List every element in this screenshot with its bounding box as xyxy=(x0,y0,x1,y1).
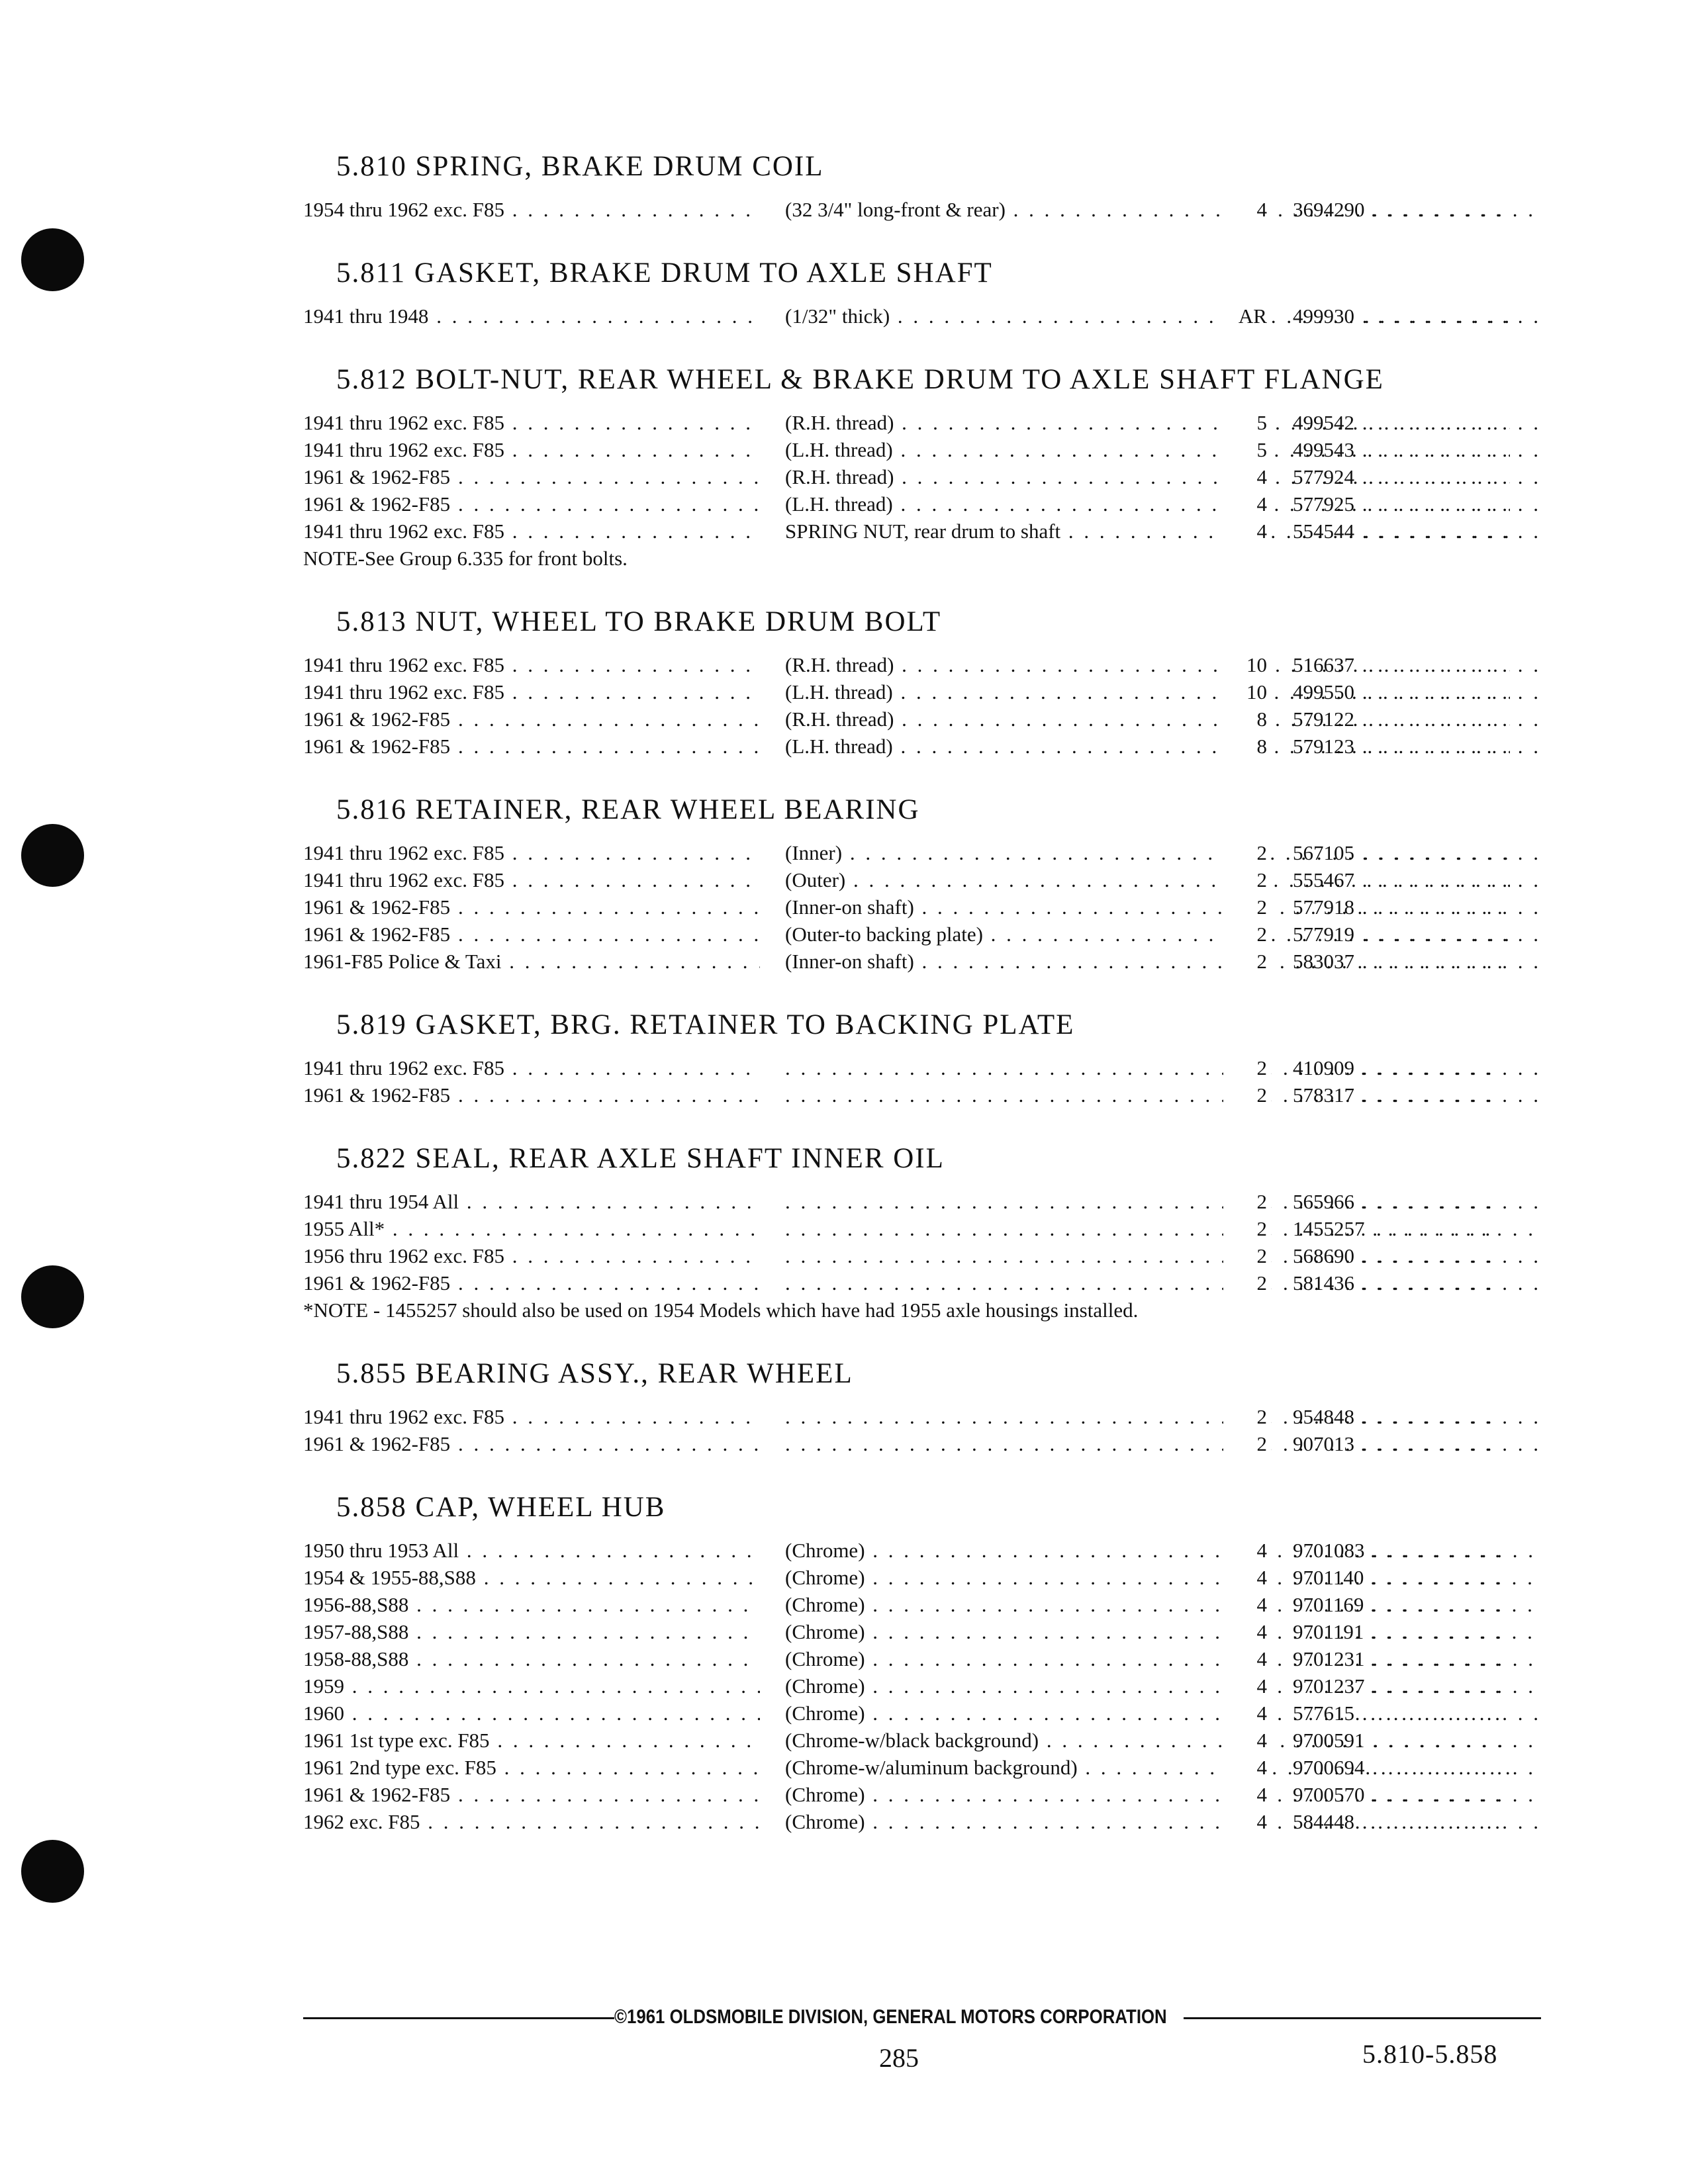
description-cell: (Outer) . . . xyxy=(785,866,1510,893)
part-number-cell: 555467 . . . xyxy=(1293,866,1538,893)
model-cell: 1941 thru 1962 exc. F85 . . . xyxy=(303,678,760,705)
description-cell: (Chrome-w/aluminum background) . . . xyxy=(785,1754,1510,1781)
quantity-cell: 4 xyxy=(1223,463,1271,490)
model-cell: 1941 thru 1962 exc. F85 . . . xyxy=(303,518,760,545)
quantity-cell: 2 xyxy=(1223,1054,1271,1081)
part-number-cell: 583037 . . . xyxy=(1293,948,1538,975)
model-cell: 1941 thru 1962 exc. F85 . . . xyxy=(303,839,760,866)
description-cell: (Chrome) . . . xyxy=(785,1808,1510,1835)
section-heading: 5.819 GASKET, BRG. RETAINER TO BACKING PLATE xyxy=(336,1009,1075,1040)
section xyxy=(303,789,1534,975)
description-cell: SPRING NUT, rear drum to shaft . . . xyxy=(785,518,1510,545)
model-cell: 1959 . . . xyxy=(303,1672,760,1700)
part-number-cell: 954848 . . . xyxy=(1293,1403,1538,1430)
description-cell: (Chrome) . . . xyxy=(785,1591,1510,1618)
table-row xyxy=(303,1537,1534,1564)
model-cell: 1961 & 1962-F85 . . . xyxy=(303,893,760,921)
description-cell: (Chrome-w/black background) . . . xyxy=(785,1727,1510,1754)
quantity-cell: 4 xyxy=(1223,1618,1271,1645)
table-row xyxy=(303,1618,1534,1645)
footer-rule-left xyxy=(303,2017,614,2019)
section-rows xyxy=(303,1537,1534,1835)
model-cell: 1941 thru 1962 exc. F85 . . . xyxy=(303,651,760,678)
section xyxy=(303,359,1534,572)
table-row xyxy=(303,1754,1534,1781)
model-cell: 1941 thru 1962 exc. F85 . . . xyxy=(303,1403,760,1430)
table-row xyxy=(303,678,1534,705)
quantity-cell: 2 xyxy=(1223,948,1271,975)
section-heading: 5.812 BOLT-NUT, REAR WHEEL & BRAKE DRUM TO AXLE SHAFT FLANGE xyxy=(336,364,1384,395)
table-row xyxy=(303,196,1534,223)
part-number-cell: 577919 . . . xyxy=(1293,921,1538,948)
footer-copyright: ©1961 OLDSMOBILE DIVISION, GENERAL MOTORS CORPORATION xyxy=(614,2006,1167,2028)
footer-rule-right xyxy=(1184,2017,1541,2019)
model-cell: 1941 thru 1962 exc. F85 . . . xyxy=(303,866,760,893)
binder-hole-3 xyxy=(21,1265,84,1328)
table-row xyxy=(303,1808,1534,1835)
section xyxy=(303,1353,1534,1457)
part-number-cell: 581436 . . . xyxy=(1293,1269,1538,1297)
model-cell: 1941 thru 1962 exc. F85 . . . xyxy=(303,436,760,463)
model-cell: 1961-F85 Police & Taxi . . . xyxy=(303,948,760,975)
table-row xyxy=(303,463,1534,490)
section-rows xyxy=(303,196,1534,223)
part-number-cell: 584448 . . . xyxy=(1293,1808,1538,1835)
description-cell: (Chrome) . . . xyxy=(785,1672,1510,1700)
model-cell: 1962 exc. F85 . . . xyxy=(303,1808,760,1835)
description-cell: (Chrome) . . . xyxy=(785,1700,1510,1727)
model-cell: 1941 thru 1954 All . . . xyxy=(303,1188,760,1215)
model-cell: 1956-88,S88 . . . xyxy=(303,1591,760,1618)
description-cell: (Chrome) . . . xyxy=(785,1537,1510,1564)
table-row xyxy=(303,1645,1534,1672)
table-row xyxy=(303,1781,1534,1808)
section-rows xyxy=(303,1054,1534,1109)
quantity-cell: 4 xyxy=(1223,1781,1271,1808)
quantity-cell: 2 xyxy=(1223,1430,1271,1457)
description-cell: (L.H. thread) . . . xyxy=(785,436,1510,463)
description-cell: (L.H. thread) . . . xyxy=(785,678,1510,705)
quantity-cell: 2 xyxy=(1223,921,1271,948)
section xyxy=(303,1004,1534,1109)
description-cell: (Chrome) . . . xyxy=(785,1781,1510,1808)
part-number-cell: 499930 . . . xyxy=(1293,302,1538,330)
table-row xyxy=(303,1215,1534,1242)
quantity-cell: 2 xyxy=(1223,839,1271,866)
part-number-cell: 577615 . . . xyxy=(1293,1700,1538,1727)
table-row xyxy=(303,705,1534,733)
model-cell: 1957-88,S88 . . . xyxy=(303,1618,760,1645)
quantity-cell: 5 xyxy=(1223,436,1271,463)
model-cell: 1961 & 1962-F85 . . . xyxy=(303,921,760,948)
page-number: 285 xyxy=(879,2043,919,2073)
quantity-cell: 2 xyxy=(1223,893,1271,921)
quantity-cell: 4 xyxy=(1223,1754,1271,1781)
quantity-cell: 4 xyxy=(1223,1700,1271,1727)
binder-hole-2 xyxy=(21,824,84,887)
model-cell: 1961 1st type exc. F85 . . . xyxy=(303,1727,760,1754)
part-number-cell: 578317 . . . xyxy=(1293,1081,1538,1109)
description-cell: (Chrome) . . . xyxy=(785,1564,1510,1591)
model-cell: 1941 thru 1962 exc. F85 . . . xyxy=(303,1054,760,1081)
table-row xyxy=(303,948,1534,975)
section-rows xyxy=(303,302,1534,330)
model-cell: 1958-88,S88 . . . xyxy=(303,1645,760,1672)
model-cell: 1961 & 1962-F85 . . . xyxy=(303,705,760,733)
quantity-cell: 10 xyxy=(1223,678,1271,705)
table-row xyxy=(303,1403,1534,1430)
part-number-cell: 499550 . . . xyxy=(1293,678,1538,705)
part-number-cell: 3694290 . . . xyxy=(1293,196,1538,223)
part-number-cell: 567105 . . . xyxy=(1293,839,1538,866)
description-cell: (Inner-on shaft) . . . xyxy=(785,948,1510,975)
part-number-cell: 499543 . . . xyxy=(1293,436,1538,463)
quantity-cell: 2 xyxy=(1223,1269,1271,1297)
quantity-cell: 4 xyxy=(1223,1537,1271,1564)
quantity-cell: 8 xyxy=(1223,705,1271,733)
part-number-cell: 9700694 . . . xyxy=(1293,1754,1538,1781)
table-row xyxy=(303,1700,1534,1727)
model-cell: 1954 thru 1962 exc. F85 . . . xyxy=(303,196,760,223)
table-row xyxy=(303,1054,1534,1081)
quantity-cell: 4 xyxy=(1223,518,1271,545)
section xyxy=(303,1486,1534,1835)
table-row xyxy=(303,733,1534,760)
table-row xyxy=(303,893,1534,921)
table-row xyxy=(303,1564,1534,1591)
quantity-cell: 4 xyxy=(1223,1564,1271,1591)
description-cell: (L.H. thread) . . . xyxy=(785,733,1510,760)
quantity-cell: 4 xyxy=(1223,1672,1271,1700)
quantity-cell: 4 xyxy=(1223,1645,1271,1672)
section-rows xyxy=(303,1403,1534,1457)
part-number-cell: 579122 . . . xyxy=(1293,705,1538,733)
description-cell: (R.H. thread) . . . xyxy=(785,705,1510,733)
part-number-cell: 577925 . . . xyxy=(1293,490,1538,518)
model-cell: 1961 & 1962-F85 . . . xyxy=(303,733,760,760)
page-range: 5.810-5.858 xyxy=(1362,2039,1498,2069)
description-cell: (Inner-on shaft) . . . xyxy=(785,893,1510,921)
part-number-cell: 565966 . . . xyxy=(1293,1188,1538,1215)
quantity-cell: 2 xyxy=(1223,1242,1271,1269)
model-cell: 1961 & 1962-F85 . . . xyxy=(303,490,760,518)
description-cell: (Chrome) . . . xyxy=(785,1645,1510,1672)
model-cell: 1961 & 1962-F85 . . . xyxy=(303,1081,760,1109)
model-cell: 1950 thru 1953 All . . . xyxy=(303,1537,760,1564)
description-cell: (Chrome) . . . xyxy=(785,1618,1510,1645)
binder-hole-4 xyxy=(21,1840,84,1903)
part-number-cell: 9701191 . . . xyxy=(1293,1618,1538,1645)
table-row xyxy=(303,1081,1534,1109)
description-cell: (R.H. thread) . . . xyxy=(785,409,1510,436)
description-cell: (L.H. thread) . . . xyxy=(785,490,1510,518)
table-row xyxy=(303,490,1534,518)
table-row xyxy=(303,1430,1534,1457)
section-heading: 5.816 RETAINER, REAR WHEEL BEARING xyxy=(336,794,920,825)
part-number-cell: 9700570 . . . xyxy=(1293,1781,1538,1808)
section-heading: 5.811 GASKET, BRAKE DRUM TO AXLE SHAFT xyxy=(336,257,993,289)
description-cell: (Outer-to backing plate) . . . xyxy=(785,921,1510,948)
description-cell: (1/32" thick) . . . xyxy=(785,302,1510,330)
quantity-cell: 4 xyxy=(1223,490,1271,518)
quantity-cell: 4 xyxy=(1223,196,1271,223)
table-row xyxy=(303,302,1534,330)
model-cell: 1960 . . . xyxy=(303,1700,760,1727)
model-cell: 1941 thru 1948 . . . xyxy=(303,302,760,330)
quantity-cell: 5 xyxy=(1223,409,1271,436)
part-number-cell: 499542 . . . xyxy=(1293,409,1538,436)
quantity-cell: AR xyxy=(1223,302,1271,330)
section-rows xyxy=(303,409,1534,572)
description-cell: (Inner) . . . xyxy=(785,839,1510,866)
quantity-cell: 2 xyxy=(1223,1081,1271,1109)
section-heading: 5.858 CAP, WHEEL HUB xyxy=(336,1492,666,1523)
table-row xyxy=(303,1672,1534,1700)
part-number-cell: 568690 . . . xyxy=(1293,1242,1538,1269)
quantity-cell: 4 xyxy=(1223,1591,1271,1618)
model-cell: 1961 & 1962-F85 . . . xyxy=(303,1269,760,1297)
table-row xyxy=(303,1188,1534,1215)
model-cell: 1961 & 1962-F85 . . . xyxy=(303,1430,760,1457)
section-heading: 5.822 SEAL, REAR AXLE SHAFT INNER OIL xyxy=(336,1143,945,1174)
quantity-cell: 2 xyxy=(1223,1403,1271,1430)
table-row xyxy=(303,921,1534,948)
description-cell: (32 3/4" long-front & rear) . . . xyxy=(785,196,1510,223)
quantity-cell: 2 xyxy=(1223,1215,1271,1242)
table-row xyxy=(303,1242,1534,1269)
part-number-cell: 1455257 . . . xyxy=(1293,1215,1538,1242)
table-row xyxy=(303,651,1534,678)
model-cell: 1961 2nd type exc. F85 . . . xyxy=(303,1754,760,1781)
section-rows xyxy=(303,651,1534,760)
model-cell: 1941 thru 1962 exc. F85 . . . xyxy=(303,409,760,436)
binder-hole-1 xyxy=(21,228,84,291)
table-row xyxy=(303,1591,1534,1618)
table-row xyxy=(303,436,1534,463)
quantity-cell: 4 xyxy=(1223,1808,1271,1835)
part-number-cell: 579123 . . . xyxy=(1293,733,1538,760)
section-heading: 5.810 SPRING, BRAKE DRUM COIL xyxy=(336,151,824,182)
part-number-cell: 9701140 . . . xyxy=(1293,1564,1538,1591)
section-note: NOTE-See Group 6.335 for front bolts. xyxy=(303,547,628,570)
table-row xyxy=(303,866,1534,893)
table-row xyxy=(303,1269,1534,1297)
model-cell: 1961 & 1962-F85 . . . xyxy=(303,1781,760,1808)
model-cell: 1956 thru 1962 exc. F85 . . . xyxy=(303,1242,760,1269)
section-rows xyxy=(303,1188,1534,1324)
quantity-cell: 4 xyxy=(1223,1727,1271,1754)
section-heading: 5.813 NUT, WHEEL TO BRAKE DRUM BOLT xyxy=(336,606,942,637)
part-number-cell: 9701169 . . . xyxy=(1293,1591,1538,1618)
part-number-cell: 9701237 . . . xyxy=(1293,1672,1538,1700)
part-number-cell: 577924 . . . xyxy=(1293,463,1538,490)
model-cell: 1955 All* . . . xyxy=(303,1215,760,1242)
part-number-cell: 577918 . . . xyxy=(1293,893,1538,921)
part-number-cell: 9700591 . . . xyxy=(1293,1727,1538,1754)
part-number-cell: 554544 . . . xyxy=(1293,518,1538,545)
quantity-cell: 8 xyxy=(1223,733,1271,760)
part-number-cell: 9701231 . . . xyxy=(1293,1645,1538,1672)
section-heading: 5.855 BEARING ASSY., REAR WHEEL xyxy=(336,1358,853,1389)
part-number-cell: 516637 . . . xyxy=(1293,651,1538,678)
table-row xyxy=(303,409,1534,436)
table-row xyxy=(303,518,1534,545)
part-number-cell: 410909 . . . xyxy=(1293,1054,1538,1081)
part-number-cell: 907013 . . . xyxy=(1293,1430,1538,1457)
model-cell: 1954 & 1955-88,S88 . . . xyxy=(303,1564,760,1591)
table-row xyxy=(303,1727,1534,1754)
model-cell: 1961 & 1962-F85 . . . xyxy=(303,463,760,490)
quantity-cell: 10 xyxy=(1223,651,1271,678)
section xyxy=(303,601,1534,760)
page-footer xyxy=(303,1999,1534,2105)
section xyxy=(303,252,1534,330)
quantity-cell: 2 xyxy=(1223,1188,1271,1215)
description-cell: (R.H. thread) . . . xyxy=(785,651,1510,678)
section xyxy=(303,146,1534,223)
part-number-cell: 9701083 . . . xyxy=(1293,1537,1538,1564)
quantity-cell: 2 xyxy=(1223,866,1271,893)
table-row xyxy=(303,839,1534,866)
description-cell: (R.H. thread) . . . xyxy=(785,463,1510,490)
section xyxy=(303,1138,1534,1324)
section-rows xyxy=(303,839,1534,975)
parts-list xyxy=(303,146,1534,1864)
section-note: *NOTE - 1455257 should also be used on 1954 Models which have had 1955 axle housings installed. xyxy=(303,1298,1139,1322)
